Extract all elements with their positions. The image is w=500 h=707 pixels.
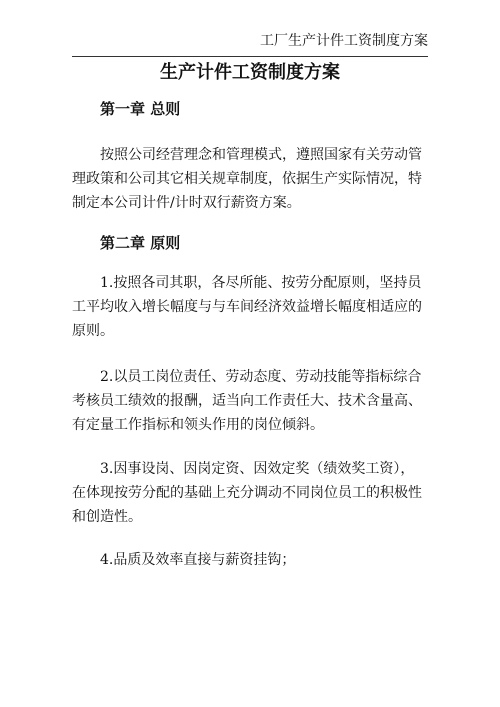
principle-item-1	[72, 271, 428, 343]
paragraph-line: 原则。	[72, 323, 114, 339]
chapter-1-paragraph	[72, 143, 428, 215]
paragraph-line: 1.按照各司其职，各尽所能、按劳分配原则，坚持员	[100, 275, 422, 291]
paragraph-line: 考核员工绩效的报酬，适当向工作责任大、技术含量高、	[72, 393, 422, 409]
paragraph-line: 按照公司经营理念和管理模式，遵照国家有关劳动管	[100, 147, 422, 163]
document-title: 生产计件工资制度方案	[160, 62, 340, 83]
chapter-1-heading: 第一章 总则	[100, 100, 181, 118]
paragraph-line: 3.因事设岗、因岗定资、因效定奖（绩效奖工资），	[100, 461, 415, 477]
paragraph-line: 有定量工作指标和领头作用的岗位倾斜。	[72, 417, 324, 433]
paragraph-line: 在体现按劳分配的基础上充分调动不同岗位员工的积极性	[72, 485, 422, 501]
paragraph-line: 4.品质及效率直接与薪资挂钩；	[100, 552, 296, 568]
chapter-2-heading: 第二章 原则	[100, 234, 181, 252]
paragraph-line: 制定本公司计件/计时双行薪资方案。	[72, 195, 301, 211]
principle-item-4	[72, 548, 428, 572]
principle-item-2	[72, 365, 428, 437]
paragraph-line: 工平均收入增长幅度与与车间经济效益增长幅度相适应的	[72, 299, 422, 315]
header-title: 工厂生产计件工资制度方案	[260, 33, 428, 49]
principle-item-3	[72, 457, 428, 529]
page-header	[72, 32, 428, 57]
paragraph-line: 和创造性。	[72, 509, 142, 525]
paragraph-line: 2.以员工岗位责任、劳动态度、劳动技能等指标综合	[100, 369, 422, 385]
paragraph-line: 理政策和公司其它相关规章制度，依据生产实际情况，特	[72, 171, 422, 187]
